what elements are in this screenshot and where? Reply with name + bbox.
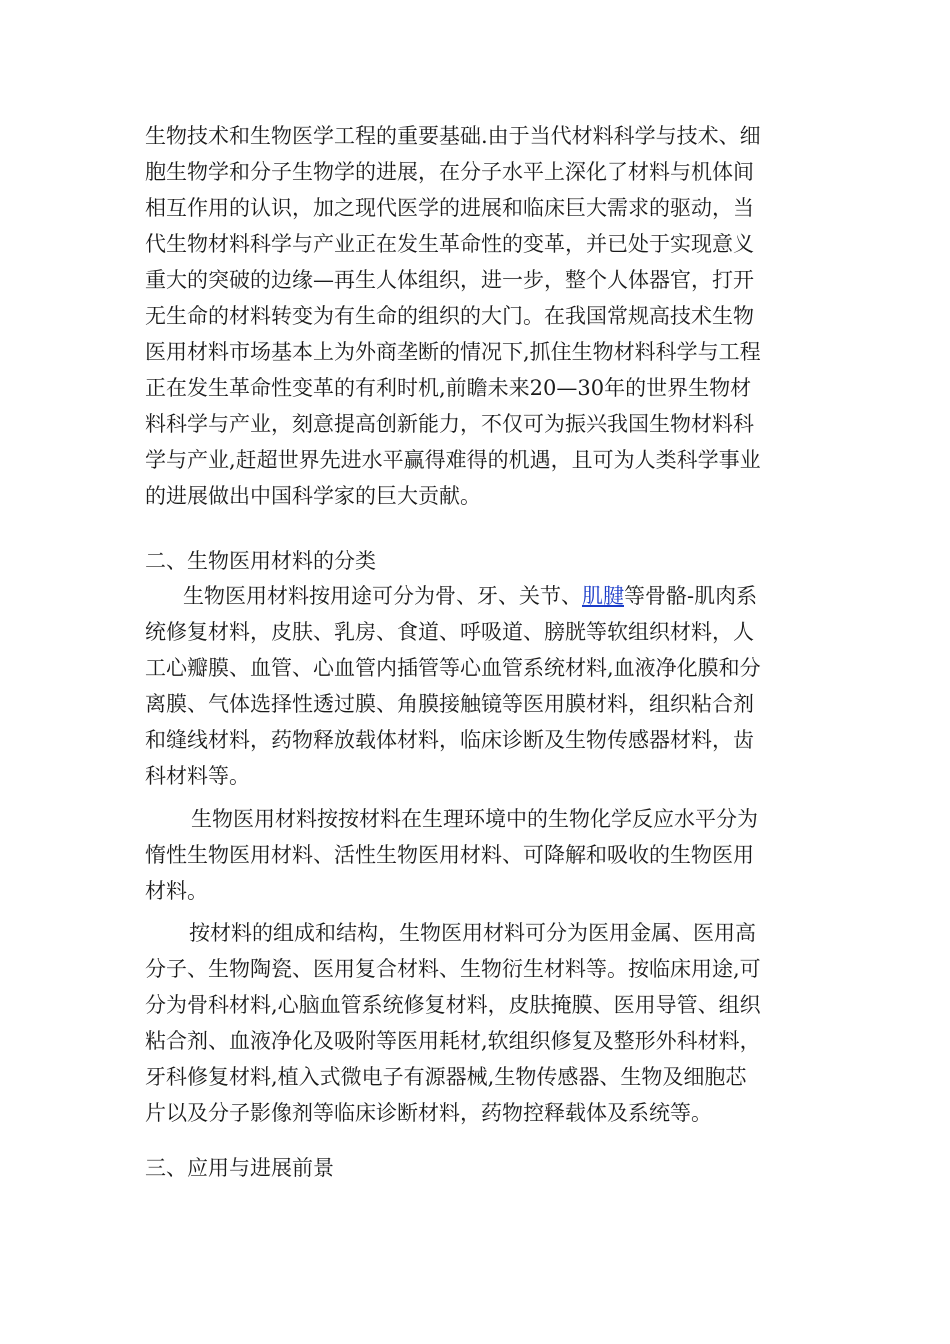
text-line: 重大的突破的边缘—再生人体组织，进一步，整个人体器官，打开	[145, 268, 754, 292]
text-line: 生物医用材料按按材料在生理环境中的生物化学反应水平分为	[191, 807, 758, 831]
text-line: 无生命的材料转变为有生命的组织的大门。在我国常规高技术生物	[145, 304, 754, 328]
text-line: 学与产业,赶超世界先进水平赢得难得的机遇，且可为人类科学事业	[145, 448, 761, 472]
tendon-link[interactable]: 肌腱	[582, 584, 624, 608]
text-line: 生物技术和生物医学工程的重要基础.由于当代材料科学与技术、细	[145, 124, 761, 148]
section-heading-classification: 二、生物医用材料的分类	[145, 549, 376, 573]
text-line: 医用材料市场基本上为外商垄断的情况下,抓住生物材料科学与工程	[145, 340, 761, 364]
text-line: 统修复材料，皮肤、乳房、食道、呼吸道、膀胱等软组织材料，人	[145, 620, 754, 644]
text-line: 牙科修复材料,植入式微电子有源器械,生物传感器、生物及细胞芯	[145, 1065, 747, 1089]
text-line: 料科学与产业，刻意提高创新能力，不仅可为振兴我国生物材料科	[145, 412, 754, 436]
text-line: 胞生物学和分子生物学的进展，在分子水平上深化了材料与机体间	[145, 160, 754, 184]
text-line: 正在发生革命性变革的有利时机,前瞻未来20—30年的世界生物材	[145, 376, 752, 400]
text-line: 代生物材料科学与产业正在发生革命性的变革，并已处于实现意义	[145, 232, 754, 256]
text-line: 材料。	[145, 879, 208, 903]
text-line	[183, 578, 950, 614]
section-heading-applications: 三、应用与进展前景	[145, 1156, 334, 1180]
text-line: 片以及分子影像剂等临床诊断材料，药物控释载体及系统等。	[145, 1101, 712, 1125]
text-line: 分为骨科材料,心脑血管系统修复材料，皮肤掩膜、医用导管、组织	[145, 993, 761, 1017]
text-line: 的进展做出中国科学家的巨大贡献。	[145, 484, 481, 508]
text-line: 科材料等。	[145, 764, 250, 788]
text-line: 粘合剂、血液净化及吸附等医用耗材,软组织修复及整形外科材料，	[145, 1029, 761, 1053]
text-line: 相互作用的认识，加之现代医学的进展和临床巨大需求的驱动，当	[145, 196, 754, 220]
text-line: 分子、生物陶瓷、医用复合材料、生物衍生材料等。按临床用途,可	[145, 957, 761, 981]
text-line: 离膜、气体选择性透过膜、角膜接触镜等医用膜材料，组织粘合剂	[145, 692, 754, 716]
text-segment: 生物医用材料按用途可分为骨、牙、关节、	[183, 584, 582, 608]
text-segment: 等骨骼-肌肉系	[624, 584, 758, 608]
text-line: 惰性生物医用材料、活性生物医用材料、可降解和吸收的生物医用	[145, 843, 754, 867]
text-line: 和缝线材料，药物释放载体材料，临床诊断及生物传感器材料，齿	[145, 728, 754, 752]
text-line: 工心瓣膜、血管、心血管内插管等心血管系统材料,血液净化膜和分	[145, 656, 761, 680]
text-line: 按材料的组成和结构，生物医用材料可分为医用金属、医用高	[189, 921, 756, 945]
